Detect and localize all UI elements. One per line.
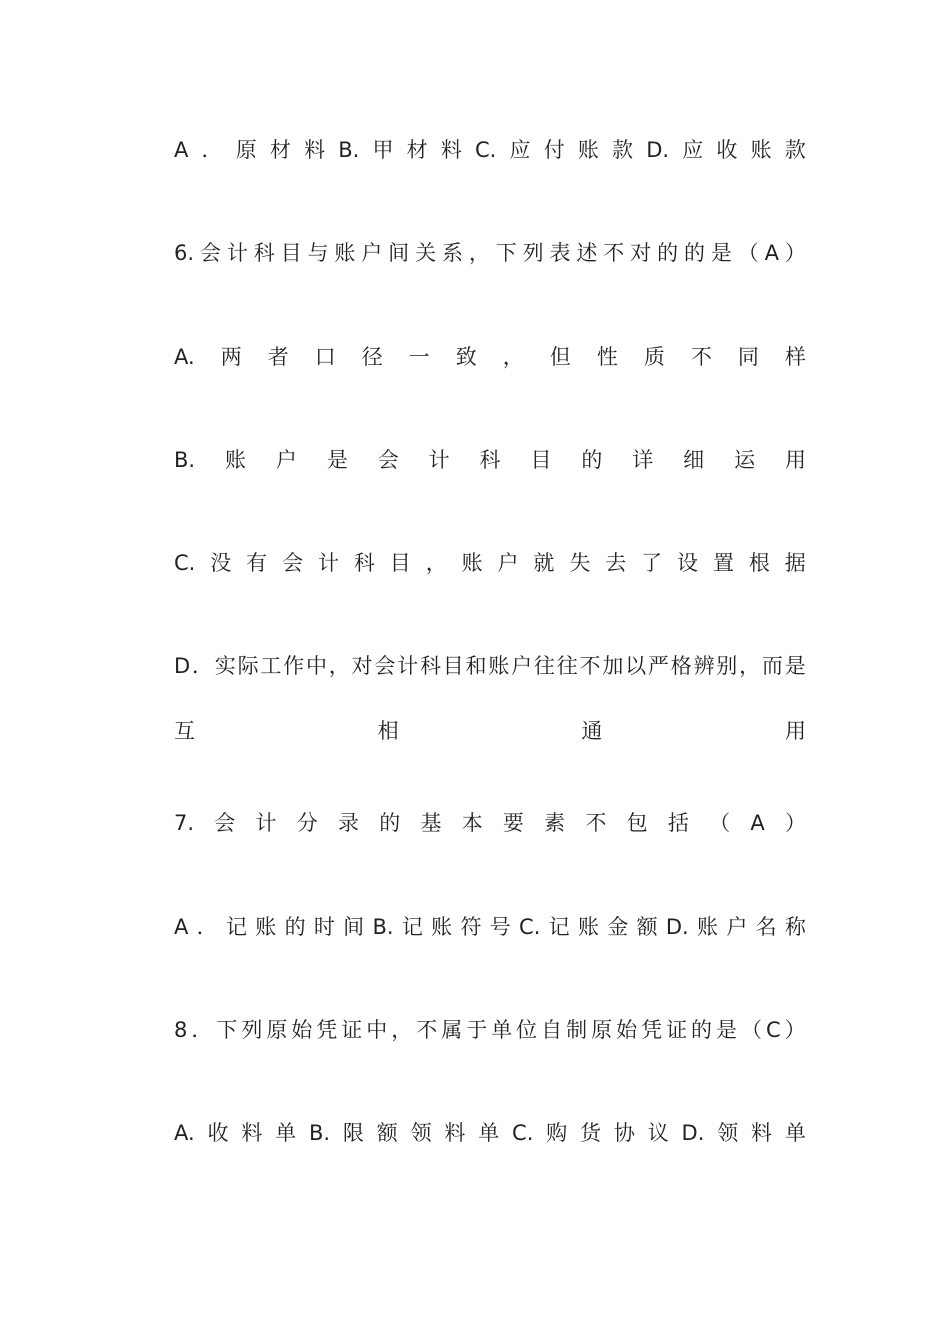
text-glyph: 记	[225, 915, 247, 939]
text-glyph: 会	[374, 654, 396, 678]
text-glyph: 科	[353, 551, 375, 575]
text-glyph: 收	[207, 1121, 229, 1145]
text-glyph: 制	[566, 1018, 588, 1042]
text-glyph: ）	[784, 1018, 806, 1042]
text-glyph: ．	[201, 138, 223, 162]
text-glyph: 账	[750, 138, 772, 162]
text-glyph: 详	[632, 448, 654, 472]
text-glyph: 分	[296, 811, 318, 835]
text-glyph: 科	[419, 654, 441, 678]
text-glyph: 会	[199, 241, 221, 265]
text-glyph: 账	[577, 138, 599, 162]
text-glyph: 料	[304, 138, 326, 162]
text-glyph: 一	[408, 345, 430, 369]
text-glyph: 和	[465, 654, 487, 678]
option-line-8	[174, 1113, 806, 1153]
text-glyph: 户	[497, 551, 519, 575]
text-glyph: 同	[737, 345, 759, 369]
text-glyph: 实	[214, 654, 236, 678]
text-glyph: 设	[677, 551, 699, 575]
text-glyph: 际	[237, 654, 259, 678]
text-glyph: 系	[441, 241, 463, 265]
text-glyph: 称	[784, 915, 806, 939]
text-glyph: 下	[216, 1018, 238, 1042]
text-glyph: 往	[533, 654, 555, 678]
text-glyph: 会	[214, 811, 236, 835]
text-glyph: ）	[784, 241, 806, 265]
text-glyph: 素	[544, 811, 566, 835]
text-glyph: 料	[751, 1121, 773, 1145]
text-glyph: 对	[630, 241, 652, 265]
text-glyph: 时	[313, 915, 335, 939]
text-glyph: 表	[549, 241, 571, 265]
text-glyph: 根	[748, 551, 770, 575]
text-glyph: 材	[406, 138, 428, 162]
text-glyph: 原	[266, 1018, 288, 1042]
text-glyph: （	[741, 1018, 763, 1042]
text-glyph: 号	[489, 915, 511, 939]
text-glyph: 记	[548, 915, 570, 939]
text-glyph: 证	[341, 1018, 363, 1042]
text-glyph: 计	[397, 654, 419, 678]
option-line-6c	[174, 543, 806, 583]
text-glyph: 应	[682, 138, 704, 162]
text-glyph: 列	[241, 1018, 263, 1042]
text-glyph: 作	[283, 654, 305, 678]
text-glyph: 账	[577, 915, 599, 939]
text-glyph: 中	[366, 1018, 388, 1042]
text-glyph: 的	[691, 1018, 713, 1042]
text-glyph: 原	[235, 138, 257, 162]
text-glyph: 录	[337, 811, 359, 835]
text-glyph: A.	[174, 345, 195, 369]
text-glyph: 列	[522, 241, 544, 265]
text-glyph: 的	[683, 241, 705, 265]
text-glyph: 于	[466, 1018, 488, 1042]
text-glyph: 严	[647, 654, 669, 678]
option-line-7	[174, 907, 806, 947]
text-glyph: ，	[425, 551, 447, 575]
text-glyph: 不	[690, 345, 712, 369]
text-glyph: 账	[431, 915, 453, 939]
text-glyph: 始	[291, 1018, 313, 1042]
text-glyph: 料	[440, 138, 462, 162]
text-glyph: 的	[657, 241, 679, 265]
question-6	[174, 233, 806, 273]
text-glyph: 工	[260, 654, 282, 678]
text-glyph: B.	[372, 915, 394, 939]
text-glyph: D.	[681, 1121, 705, 1145]
option-line-6a	[174, 337, 806, 377]
text-glyph: 收	[716, 138, 738, 162]
text-glyph: 购	[546, 1121, 568, 1145]
text-glyph: 账	[697, 915, 719, 939]
text-glyph: 径	[361, 345, 383, 369]
text-glyph: 账	[488, 654, 510, 678]
text-glyph: 6.	[174, 241, 195, 265]
text-glyph: 是	[784, 654, 806, 678]
text-glyph: C.	[519, 915, 541, 939]
text-glyph: 用	[784, 719, 806, 743]
text-glyph: 单	[275, 1121, 297, 1145]
text-glyph: 的	[581, 448, 603, 472]
text-glyph: ．	[191, 1018, 213, 1042]
text-glyph: 金	[607, 915, 629, 939]
text-glyph: 目	[442, 654, 464, 678]
text-glyph: ）	[784, 811, 806, 835]
text-glyph: （	[737, 241, 759, 265]
text-glyph: 7.	[174, 811, 195, 835]
text-glyph: ，	[391, 1018, 413, 1042]
text-glyph: C.	[475, 138, 497, 162]
text-glyph: 包	[626, 811, 648, 835]
text-glyph: B.	[308, 1121, 331, 1145]
text-glyph: 账	[255, 915, 277, 939]
text-glyph: 额	[636, 915, 658, 939]
text-glyph: 会	[282, 551, 304, 575]
text-glyph: 间	[343, 915, 365, 939]
text-glyph: 与	[307, 241, 329, 265]
text-glyph: 的	[379, 811, 401, 835]
text-glyph: D	[174, 654, 191, 678]
text-glyph: 科	[479, 448, 501, 472]
text-glyph: 中	[305, 654, 327, 678]
text-glyph: 下	[495, 241, 517, 265]
text-glyph: 证	[666, 1018, 688, 1042]
text-glyph: 用	[784, 448, 806, 472]
text-glyph: 没	[210, 551, 232, 575]
text-glyph: 原	[591, 1018, 613, 1042]
text-glyph: 间	[388, 241, 410, 265]
text-glyph: 对	[351, 654, 373, 678]
text-glyph: 自	[541, 1018, 563, 1042]
text-glyph: 议	[647, 1121, 669, 1145]
text-glyph: 通	[581, 719, 603, 743]
text-glyph: 8	[174, 1018, 188, 1042]
text-glyph: 关	[415, 241, 437, 265]
question-7	[174, 803, 806, 843]
text-glyph: ．	[196, 915, 218, 939]
text-glyph: （	[709, 811, 731, 835]
text-glyph: 单	[491, 1018, 513, 1042]
text-glyph: 限	[342, 1121, 364, 1145]
text-glyph: 两	[220, 345, 242, 369]
text-glyph: 要	[502, 811, 524, 835]
option-line-6d-continued	[174, 711, 806, 751]
text-glyph: 是	[716, 1018, 738, 1042]
text-glyph: 账	[225, 448, 246, 472]
text-glyph: 目	[280, 241, 302, 265]
text-glyph: A	[174, 138, 189, 162]
text-glyph: C.	[174, 551, 196, 575]
text-glyph: 属	[441, 1018, 463, 1042]
text-glyph: 材	[269, 138, 291, 162]
text-glyph: 会	[377, 448, 399, 472]
text-glyph: 质	[643, 345, 665, 369]
text-glyph: 账	[334, 241, 356, 265]
text-glyph: 的	[284, 915, 306, 939]
text-glyph: 辨	[693, 654, 715, 678]
text-glyph: 基	[420, 811, 442, 835]
text-glyph: 目	[530, 448, 552, 472]
text-glyph: 账	[461, 551, 483, 575]
text-glyph: ．	[191, 654, 213, 678]
text-glyph: 者	[267, 345, 289, 369]
text-glyph: 样	[784, 345, 806, 369]
text-glyph: A	[174, 915, 189, 939]
text-glyph: A	[764, 241, 780, 265]
text-glyph: 不	[585, 811, 607, 835]
text-glyph: 协	[613, 1121, 635, 1145]
text-glyph: 性	[596, 345, 618, 369]
text-glyph: 失	[569, 551, 591, 575]
text-glyph: 名	[755, 915, 777, 939]
option-line-5	[174, 130, 806, 170]
text-glyph: 不	[416, 1018, 438, 1042]
text-glyph: 计	[226, 241, 248, 265]
text-glyph: 单	[784, 1121, 806, 1145]
text-glyph: 户	[361, 241, 383, 265]
text-glyph: 互	[174, 719, 195, 743]
text-glyph: 凭	[641, 1018, 663, 1042]
question-8	[174, 1010, 806, 1050]
text-glyph: 科	[253, 241, 275, 265]
option-line-6b	[174, 440, 806, 480]
text-glyph: 额	[376, 1121, 398, 1145]
text-glyph: 了	[641, 551, 663, 575]
text-glyph: 款	[784, 138, 806, 162]
text-glyph: ，	[328, 654, 350, 678]
text-glyph: 格	[670, 654, 692, 678]
text-glyph: 不	[603, 241, 625, 265]
text-glyph: 应	[509, 138, 531, 162]
text-glyph: 括	[667, 811, 689, 835]
text-glyph: 计	[317, 551, 339, 575]
text-glyph: 料	[444, 1121, 466, 1145]
text-glyph: 货	[580, 1121, 602, 1145]
text-glyph: A	[750, 811, 765, 835]
text-glyph: 户	[511, 654, 533, 678]
text-glyph: 计	[428, 448, 450, 472]
text-glyph: ，	[468, 241, 490, 265]
text-glyph: 目	[389, 551, 411, 575]
text-glyph: ，	[739, 654, 761, 678]
text-glyph: C.	[512, 1121, 534, 1145]
text-glyph: 凭	[316, 1018, 338, 1042]
text-glyph: 别	[716, 654, 738, 678]
text-glyph: 往	[556, 654, 578, 678]
text-glyph: 户	[275, 448, 297, 472]
text-glyph: 位	[516, 1018, 538, 1042]
text-glyph: 口	[314, 345, 336, 369]
text-glyph: 甲	[372, 138, 394, 162]
text-glyph: 记	[401, 915, 423, 939]
text-glyph: 付	[543, 138, 565, 162]
text-glyph: 以	[625, 654, 647, 678]
text-glyph: 符	[460, 915, 482, 939]
text-glyph: 款	[612, 138, 634, 162]
option-line-6d	[174, 646, 806, 686]
text-glyph: C	[766, 1018, 781, 1042]
text-glyph: 是	[326, 448, 348, 472]
text-glyph: ，	[502, 345, 524, 369]
text-glyph: 据	[784, 551, 806, 575]
text-glyph: 料	[241, 1121, 263, 1145]
text-glyph: 领	[410, 1121, 432, 1145]
text-glyph: 就	[533, 551, 555, 575]
text-glyph: 运	[734, 448, 756, 472]
text-glyph: 相	[377, 719, 399, 743]
text-glyph: B.	[174, 448, 196, 472]
text-glyph: 本	[461, 811, 483, 835]
text-glyph: 但	[549, 345, 571, 369]
text-glyph: 单	[478, 1121, 500, 1145]
text-glyph: 述	[576, 241, 598, 265]
text-glyph: 细	[683, 448, 705, 472]
text-glyph: 是	[710, 241, 732, 265]
text-glyph: A.	[174, 1121, 195, 1145]
text-glyph: 去	[605, 551, 627, 575]
text-glyph: 不	[579, 654, 601, 678]
text-glyph: 加	[602, 654, 624, 678]
text-glyph: 领	[717, 1121, 739, 1145]
text-glyph: 置	[712, 551, 734, 575]
text-glyph: B.	[338, 138, 360, 162]
text-glyph: D.	[646, 138, 670, 162]
text-glyph: D.	[665, 915, 689, 939]
text-glyph: 而	[761, 654, 783, 678]
text-glyph: 计	[255, 811, 277, 835]
text-glyph: 有	[246, 551, 268, 575]
text-glyph: 户	[726, 915, 748, 939]
text-glyph: 始	[616, 1018, 638, 1042]
text-glyph: 致	[455, 345, 477, 369]
